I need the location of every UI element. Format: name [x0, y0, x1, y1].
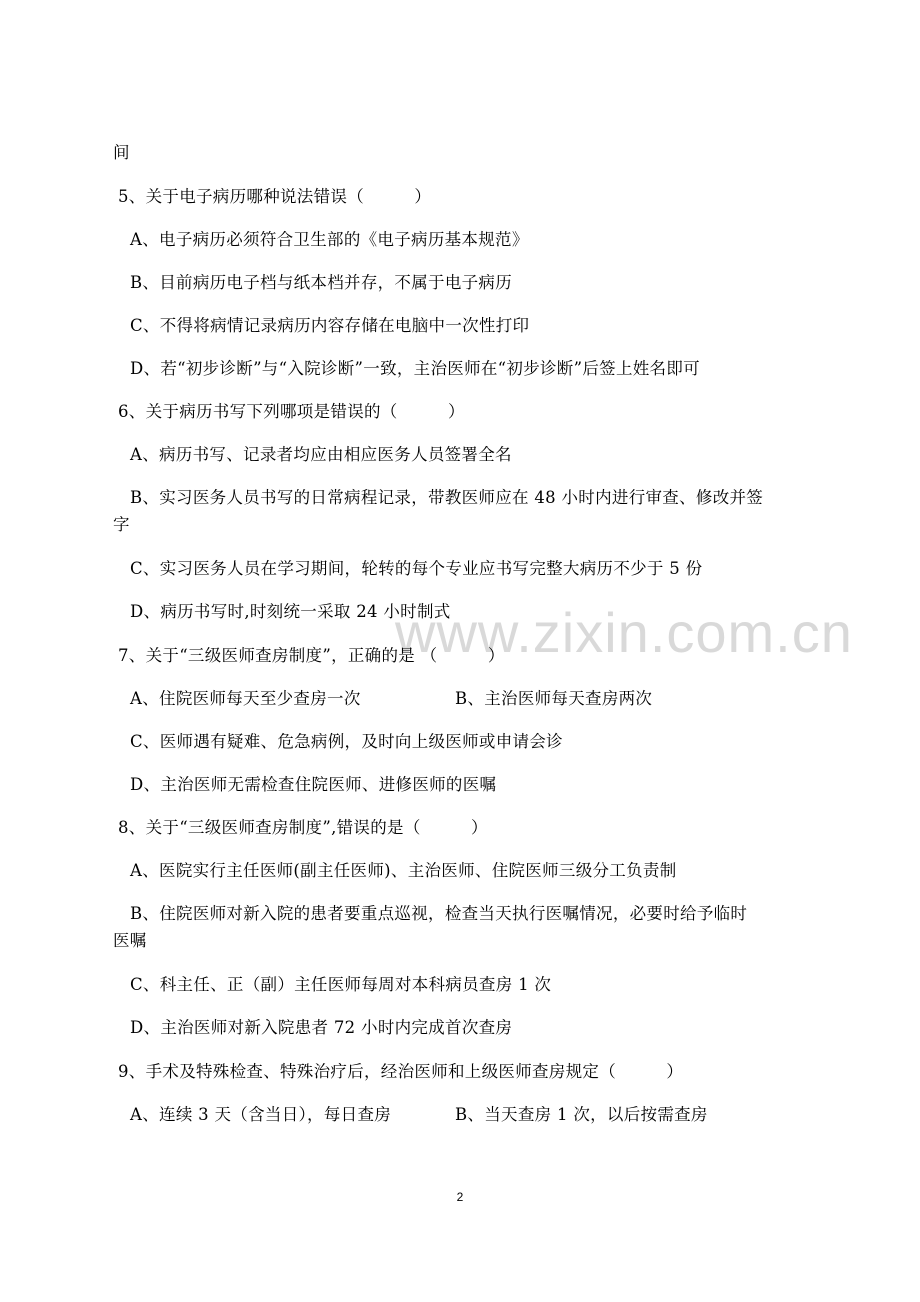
q8-option-b-continued: 医嘱: [113, 931, 147, 950]
q9-option-a: A、连续 3 天（含当日），每日查房: [130, 1105, 392, 1124]
q6-option-a: A、病历书写、记录者均应由相应医务人员签署全名: [130, 445, 512, 464]
continued-text: 间: [113, 143, 130, 162]
q7-option-c: C、医师遇有疑难、危急病例，及时向上级医师或申请会诊: [130, 732, 563, 751]
q6-option-b-continued: 字: [113, 515, 130, 534]
q8-option-a: A、医院实行主任医师(副主任医师)、主治医师、住院医师三级分工负责制: [130, 861, 677, 880]
q5-option-b: B、目前病历电子档与纸本档并存，不属于电子病历: [130, 273, 513, 292]
q6-option-d: D、病历书写时,时刻统一采取 24 小时制式: [130, 602, 451, 621]
page-number: 2: [456, 1190, 464, 1204]
q8-option-c: C、科主任、正（副）主任医师每周对本科病员查房 1 次: [130, 975, 552, 994]
q9-option-b: B、当天查房 1 次，以后按需查房: [455, 1105, 708, 1124]
q5-option-d: D、若“初步诊断”与“入院诊断”一致，主治医师在“初步诊断”后签上姓名即可: [130, 359, 700, 378]
q5-option-a: A、电子病历必须符合卫生部的《电子病历基本规范》: [130, 230, 529, 249]
q8-option-d: D、主治医师对新入院患者 72 小时内完成首次查房: [130, 1018, 513, 1037]
question-5: 5、关于电子病历哪种说法错误（ ）: [118, 187, 432, 206]
q6-option-c: C、实习医务人员在学习期间，轮转的每个专业应书写完整大病历不少于 5 份: [130, 559, 703, 578]
q7-option-a: A、住院医师每天至少查房一次: [130, 689, 361, 708]
question-9: 9、手术及特殊检查、特殊治疗后，经治医师和上级医师查房规定（ ）: [118, 1062, 684, 1081]
question-7: 7、关于“三级医师查房制度”，正确的是 （ ）: [118, 646, 505, 665]
q8-option-b: B、住院医师对新入院的患者要重点巡视，检查当天执行医嘱情况，必要时给予临时: [130, 904, 748, 923]
q7-option-b: B、主治医师每天查房两次: [455, 689, 653, 708]
q6-option-b: B、实习医务人员书写的日常病程记录，带教医师应在 48 小时内进行审查、修改并签: [130, 488, 764, 507]
q5-option-c: C、不得将病情记录病历内容存储在电脑中一次性打印: [130, 316, 530, 335]
watermark: www.zixin.com.cn: [395, 601, 853, 664]
question-8: 8、关于“三级医师查房制度”,错误的是（ ）: [118, 818, 488, 837]
q7-option-d: D、主治医师无需检查住院医师、进修医师的医嘱: [130, 775, 497, 794]
question-6: 6、关于病历书写下列哪项是错误的（ ）: [118, 402, 465, 421]
